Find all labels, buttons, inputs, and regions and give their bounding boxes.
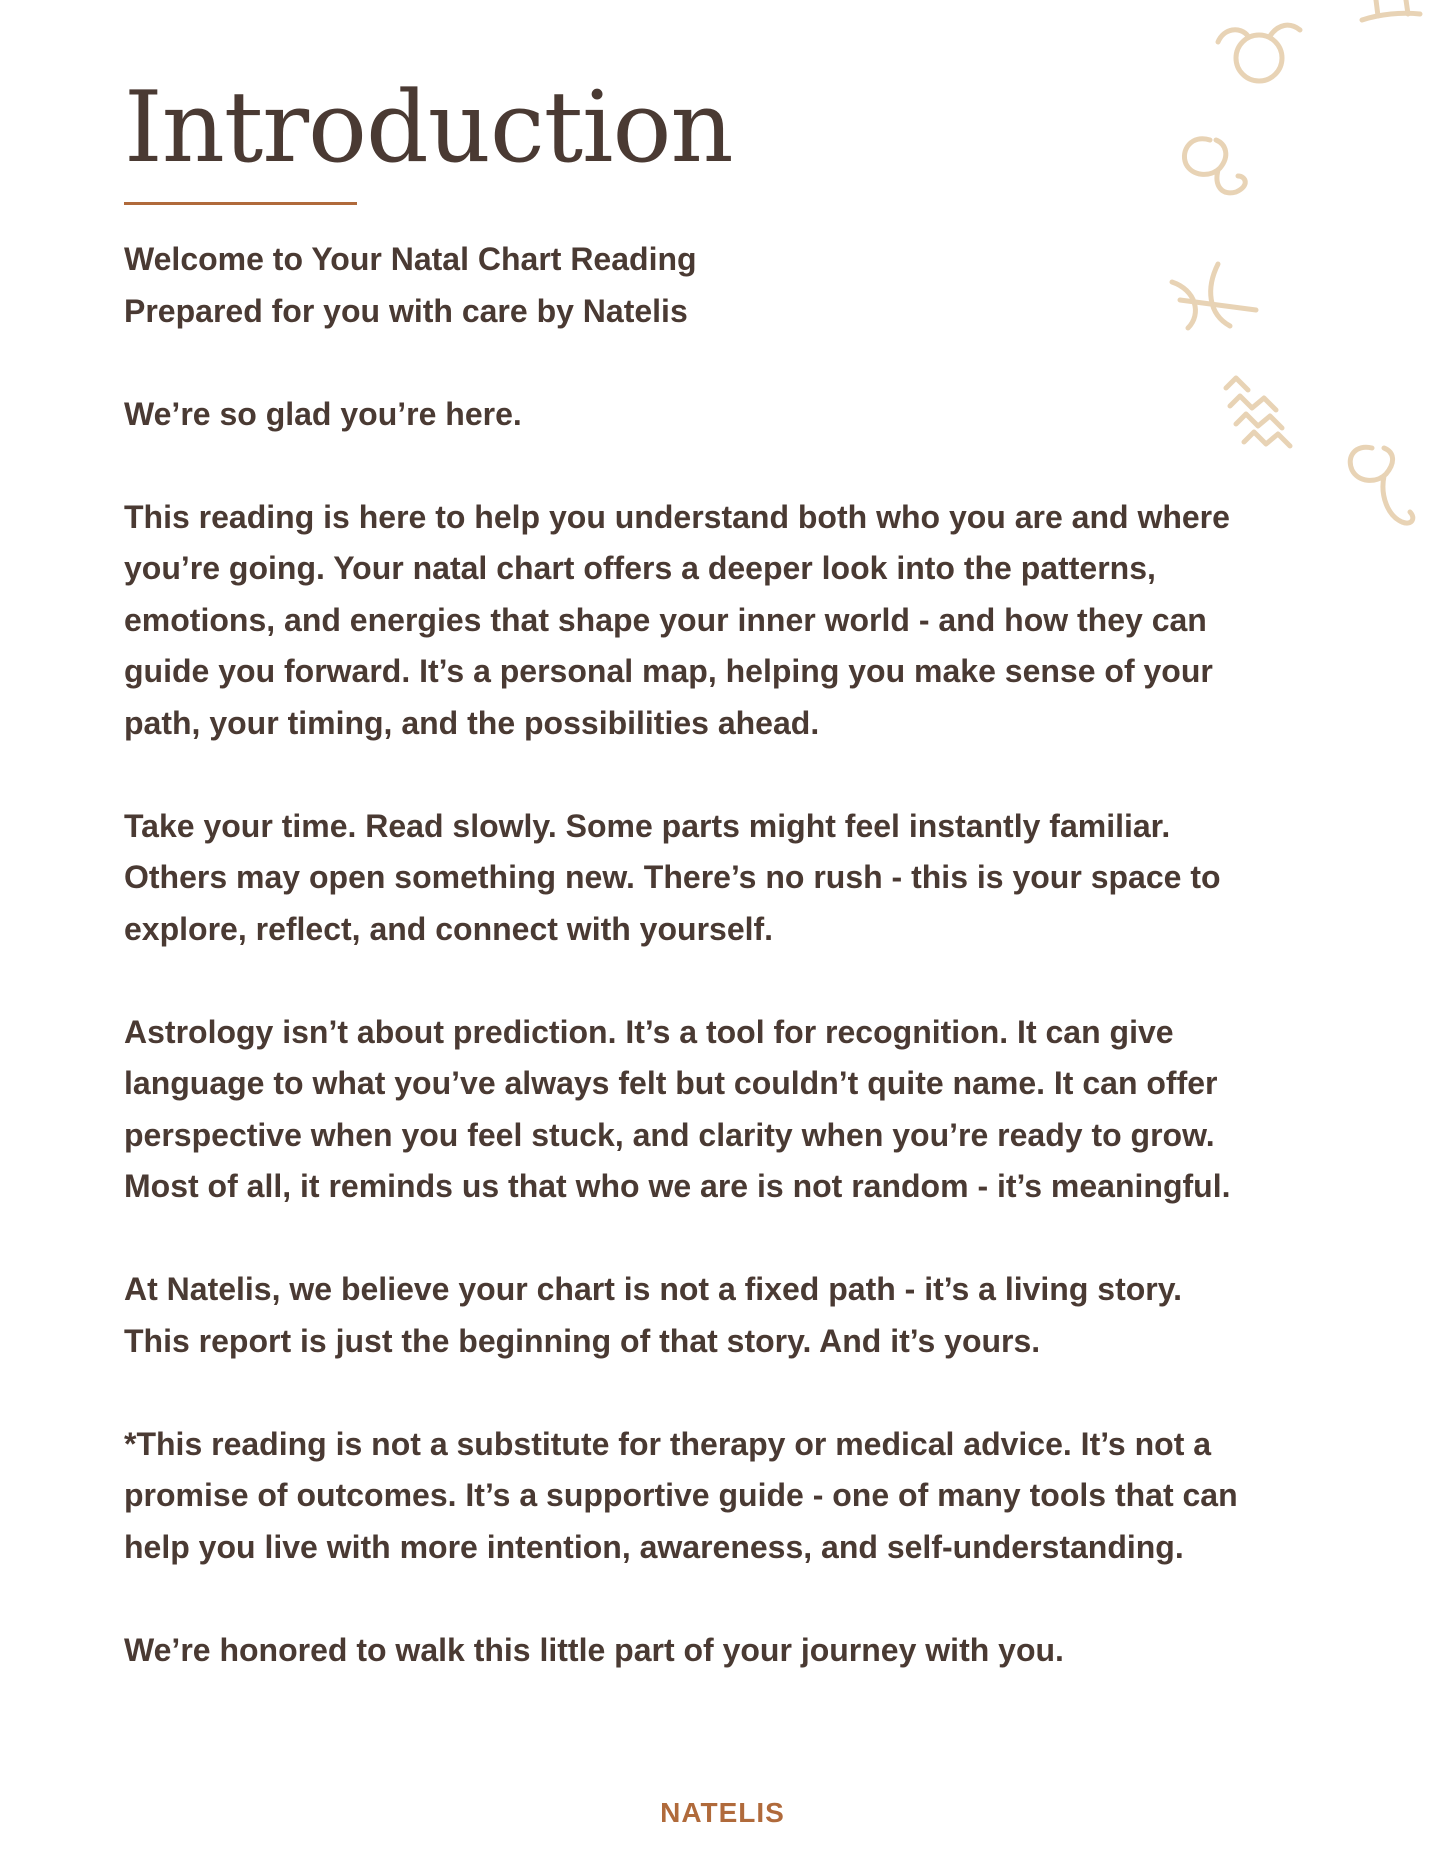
taurus-icon bbox=[1218, 25, 1300, 81]
text-line: Take your time. Read slowly. Some parts might feel instantly familiar. bbox=[124, 807, 1171, 844]
text-line: This reading is here to help you understand both who you are and where bbox=[124, 498, 1230, 535]
text-line: This report is just the beginning of that story. And it’s yours. bbox=[124, 1322, 1041, 1359]
paragraph-purpose bbox=[124, 492, 1324, 750]
paragraph-welcome bbox=[124, 389, 1324, 441]
text-line: We’re so glad you’re here. bbox=[124, 395, 522, 432]
text-line: Others may open something new. There’s no rush - this is your space to bbox=[124, 859, 1221, 895]
gemini-icon bbox=[1362, 0, 1420, 20]
text-line: We’re honored to walk this little part of your journey with you. bbox=[124, 1631, 1064, 1668]
text-line: help you live with more intention, awareness, and self-understanding. bbox=[124, 1528, 1184, 1565]
leo-icon bbox=[1184, 139, 1245, 193]
intro-heading: Welcome to Your Natal Chart Reading bbox=[124, 241, 697, 277]
text-line: emotions, and energies that shape your inner world - and how they can bbox=[124, 601, 1207, 638]
text-line: language to what you’ve always felt but couldn’t quite name. It can offer bbox=[124, 1065, 1218, 1101]
text-line: you’re going. Your natal chart offers a deeper look into the patterns, bbox=[124, 550, 1156, 586]
footer-brand: NATELIS bbox=[660, 1797, 785, 1828]
paragraph-natelis-belief bbox=[124, 1264, 1324, 1367]
document-body bbox=[124, 234, 1324, 1728]
paragraph-closing bbox=[124, 1625, 1324, 1677]
text-line: *This reading is not a substitute for therapy or medical advice. It’s not a bbox=[124, 1425, 1212, 1462]
intro-subheading: Prepared for you with care by Natelis bbox=[124, 292, 688, 329]
intro-block bbox=[124, 234, 1324, 337]
text-line: perspective when you feel stuck, and clarity when you’re ready to grow. bbox=[124, 1116, 1215, 1153]
text-line: guide you forward. It’s a personal map, helping you make sense of your bbox=[124, 653, 1213, 689]
text-line: At Natelis, we believe your chart is not a fixed path - it’s a living story. bbox=[124, 1271, 1183, 1307]
paragraph-disclaimer bbox=[124, 1419, 1324, 1574]
text-line: explore, reflect, and connect with yourself. bbox=[124, 910, 774, 947]
text-line: path, your timing, and the possibilities ahead. bbox=[124, 704, 820, 741]
leo-icon bbox=[1350, 447, 1413, 523]
text-line: Most of all, it reminds us that who we are is not random - it’s meaningful. bbox=[124, 1168, 1231, 1204]
paragraph-astrology bbox=[124, 1007, 1324, 1213]
page-title: Introduction bbox=[124, 71, 733, 185]
text-line: promise of outcomes. It’s a supportive guide - one of many tools that can bbox=[124, 1477, 1238, 1513]
text-line: Astrology isn’t about prediction. It’s a tool for recognition. It can give bbox=[124, 1013, 1174, 1050]
title-underline bbox=[124, 202, 357, 205]
paragraph-take-your-time bbox=[124, 801, 1324, 956]
